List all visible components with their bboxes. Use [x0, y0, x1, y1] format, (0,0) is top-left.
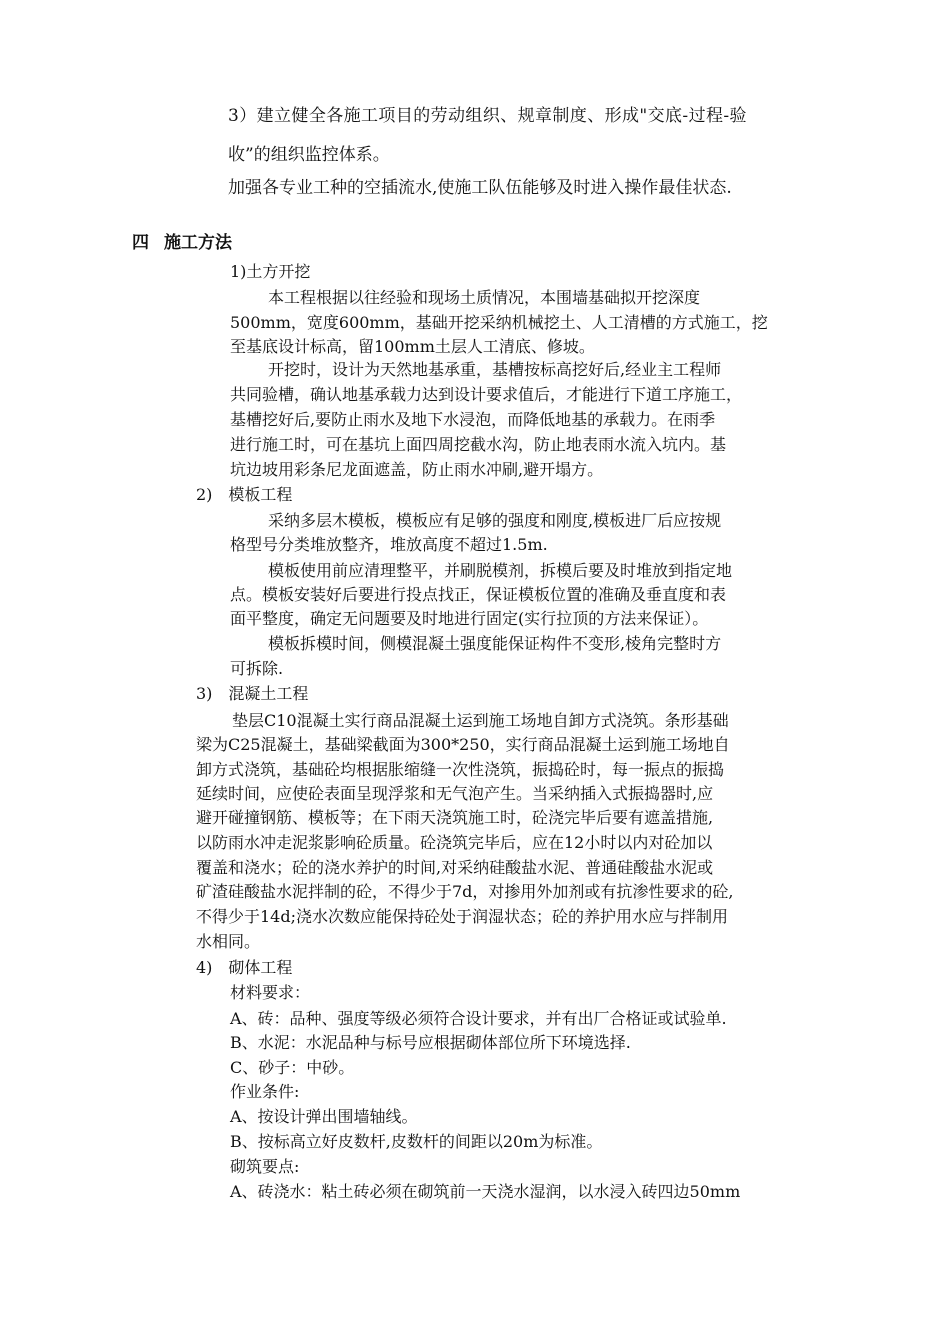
masonry-line: B、按标高立好皮数杆,皮数杆的间距以20m为标准。: [230, 1132, 603, 1151]
concrete-line: 覆盖和浇水；砼的浇水养护的时间,对采纳硅酸盐水泥、普通硅酸盐水泥或: [196, 858, 714, 877]
masonry-line: B、水泥：水泥品种与标号应根据砌体部位所下环境选择.: [230, 1033, 631, 1052]
masonry-line: C、砂子：中砂。: [230, 1058, 355, 1077]
concrete-line: 避开碰撞钢筋、模板等；在下雨天浇筑施工时，砼浇完毕后要有遮盖措施,: [196, 808, 714, 827]
masonry-line: A、按设计弹出围墙轴线。: [230, 1107, 418, 1126]
concrete-line: 垫层C10混凝土实行商品混凝土运到施工场地自卸方式浇筑。条形基础: [232, 711, 729, 730]
section-title: 施工方法: [164, 233, 232, 253]
concrete-line: 延续时间，应使砼表面呈现浮浆和无气泡产生。当采纳插入式振捣器时,应: [196, 784, 714, 803]
formwork-line: 采纳多层木模板，模板应有足够的强度和刚度,模板进厂后应按规: [268, 511, 722, 530]
formwork-line: 模板拆模时间，侧模混凝土强度能保证构件不变形,棱角完整时方: [268, 634, 722, 653]
earthwork-line: 开挖时，设计为天然地基承重，基槽按标高挖好后,经业主工程师: [268, 360, 722, 379]
formwork-line: 可拆除.: [230, 659, 284, 678]
formwork-line: 点。模板安装好后要进行投点找正，保证模板位置的准确及垂直度和表: [230, 585, 727, 604]
formwork-line: 格型号分类堆放整齐，堆放高度不超过1.5m.: [230, 535, 548, 554]
earthwork-heading: 1)土方开挖: [230, 262, 311, 281]
item-3-line-2: 收”的组织监控体系。: [228, 145, 390, 165]
formwork-line: 面平整度，确定无问题要及时地进行固定(实行拉顶的方法来保证）。: [230, 609, 709, 628]
masonry-line: 材料要求：: [230, 983, 311, 1002]
earthwork-line: 共同验槽，确认地基承载力达到设计要求值后，才能进行下道工序施工，: [230, 385, 743, 404]
masonry-heading: 4) 砌体工程: [196, 958, 293, 977]
item-3-line-1: 3）建立健全各施工项目的劳动组织、规章制度、形成"交底-过程-验: [228, 106, 747, 126]
earthwork-line: 至基底设计标高，留100mm土层人工清底、修坡。: [230, 337, 595, 356]
concrete-line: 不得少于14d;浇水次数应能保持砼处于润湿状态；砼的养护用水应与拌制用: [196, 907, 728, 926]
masonry-line: 作业条件:: [230, 1082, 300, 1101]
formwork-heading: 2) 模板工程: [196, 485, 293, 504]
earthwork-line: 坑边坡用彩条尼龙面遮盖，防止雨水冲刷,避开塌方。: [230, 460, 604, 479]
concrete-line: 梁为C25混凝土，基础梁截面为300*250，实行商品混凝土运到施工场地自: [196, 735, 730, 754]
masonry-line: A、砖浇水：粘土砖必须在砌筑前一天浇水湿润，以水浸入砖四边50mm: [230, 1182, 741, 1201]
concrete-line: 矿渣硅酸盐水泥拌制的砼，不得少于7d，对掺用外加剂或有抗渗性要求的砼,: [196, 882, 734, 901]
concrete-line: 水相同。: [196, 932, 261, 951]
concrete-heading: 3) 混凝土工程: [196, 684, 309, 703]
concrete-line: 卸方式浇筑，基础砼均根据胀缩缝一次性浇筑，振捣砼时，每一振点的振捣: [196, 760, 725, 779]
concrete-line: 以防雨水冲走泥浆影响砼质量。砼浇筑完毕后，应在12小时以内对砼加以: [196, 833, 713, 852]
earthwork-line: 进行施工时，可在基坑上面四周挖截水沟，防止地表雨水流入坑内。基: [230, 435, 727, 454]
earthwork-line: 基槽挖好后,要防止雨水及地下水浸泡，而降低地基的承载力。在雨季: [230, 410, 716, 429]
earthwork-line: 500mm，宽度600mm，基础开挖采纳机械挖土、人工清槽的方式施工，挖: [230, 313, 768, 332]
earthwork-line: 本工程根据以往经验和现场土质情况，本围墙基础拟开挖深度: [268, 288, 701, 307]
masonry-line: A、砖：品种、强度等级必须符合设计要求，并有出厂合格证或试验单.: [230, 1009, 727, 1028]
intro-paragraph: 加强各专业工种的空插流水,使施工队伍能够及时进入操作最佳状态.: [228, 178, 732, 198]
section-number: 四: [132, 233, 149, 253]
formwork-line: 模板使用前应清理整平，并刷脱模剂，拆模后要及时堆放到指定地: [268, 561, 733, 580]
masonry-line: 砌筑要点:: [230, 1157, 300, 1176]
